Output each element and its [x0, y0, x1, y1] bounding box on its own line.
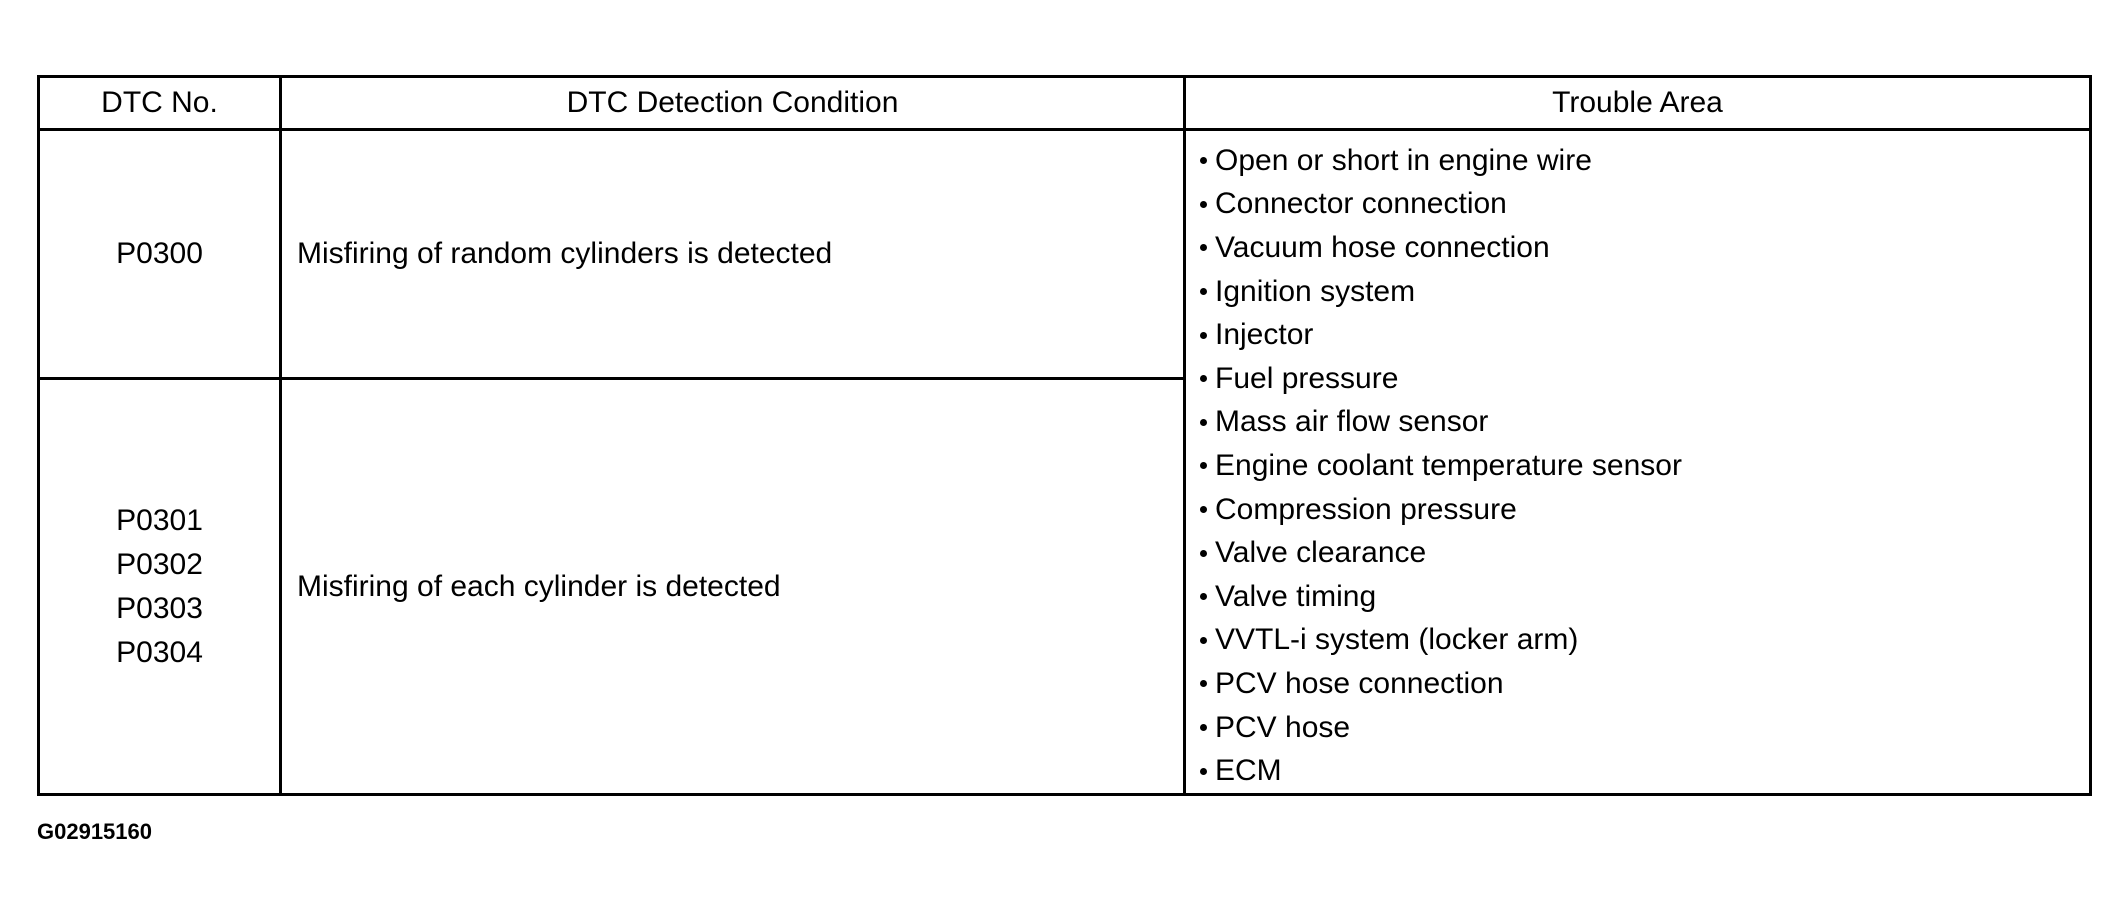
trouble-area-text: Valve clearance [1215, 536, 1427, 570]
trouble-area-text: Mass air flow sensor [1215, 405, 1489, 439]
list-item [1200, 575, 2089, 619]
detection-condition-cell: Misfiring of random cylinders is detected [281, 130, 1185, 379]
trouble-area-text: Connector connection [1215, 187, 1507, 221]
bullet-icon [1200, 680, 1207, 687]
trouble-area-text: PCV hose connection [1215, 666, 1504, 700]
dtc-code: P0302 [116, 547, 203, 581]
list-item [1200, 226, 2089, 270]
trouble-area-text: PCV hose [1215, 710, 1351, 744]
trouble-area-text: Ignition system [1215, 274, 1416, 308]
trouble-area-text: Vacuum hose connection [1215, 230, 1550, 264]
trouble-area-text: Fuel pressure [1215, 361, 1399, 395]
header-trouble-area: Trouble Area [1185, 77, 2091, 130]
dtc-code-cell [39, 379, 281, 795]
detection-condition-cell: Misfiring of each cylinder is detected [281, 379, 1185, 795]
list-item [1200, 444, 2089, 488]
bullet-icon [1200, 637, 1207, 644]
trouble-area-cell [1185, 130, 2091, 795]
bullet-icon [1200, 550, 1207, 557]
list-item [1200, 488, 2089, 532]
bullet-icon [1200, 244, 1207, 251]
bullet-icon [1200, 157, 1207, 164]
list-item [1200, 183, 2089, 227]
bullet-icon [1200, 506, 1207, 513]
bullet-icon [1200, 288, 1207, 295]
dtc-code-cell [39, 130, 281, 379]
bullet-icon [1200, 724, 1207, 731]
dtc-code: P0303 [116, 591, 203, 625]
list-item [1200, 531, 2089, 575]
list-item [1200, 401, 2089, 445]
bullet-icon [1200, 332, 1207, 339]
trouble-area-text: ECM [1215, 754, 1282, 788]
list-item [1200, 662, 2089, 706]
bullet-icon [1200, 768, 1207, 775]
bullet-icon [1200, 593, 1207, 600]
trouble-area-list [1200, 139, 2089, 793]
trouble-area-text: Valve timing [1215, 579, 1377, 613]
header-dtc-no: DTC No. [39, 77, 281, 130]
list-item [1200, 313, 2089, 357]
list-item [1200, 270, 2089, 314]
trouble-area-text: Open or short in engine wire [1215, 143, 1592, 177]
list-item [1200, 139, 2089, 183]
list-item [1200, 706, 2089, 750]
bullet-icon [1200, 462, 1207, 469]
dtc-code: P0300 [116, 237, 203, 271]
trouble-area-text: Engine coolant temperature sensor [1215, 448, 1682, 482]
trouble-area-text: VVTL-i system (locker arm) [1215, 623, 1579, 657]
dtc-code: P0301 [116, 503, 203, 537]
bullet-icon [1200, 419, 1207, 426]
dtc-table [37, 75, 2092, 796]
header-detection-condition: DTC Detection Condition [281, 77, 1185, 130]
list-item [1200, 357, 2089, 401]
table-row [39, 130, 2091, 379]
figure-id: G02915160 [37, 819, 152, 844]
bullet-icon [1200, 201, 1207, 208]
header-row [39, 77, 2091, 130]
trouble-area-text: Compression pressure [1215, 492, 1517, 526]
dtc-code: P0304 [116, 635, 203, 669]
list-item [1200, 749, 2089, 793]
bullet-icon [1200, 375, 1207, 382]
trouble-area-text: Injector [1215, 318, 1314, 352]
list-item [1200, 619, 2089, 663]
